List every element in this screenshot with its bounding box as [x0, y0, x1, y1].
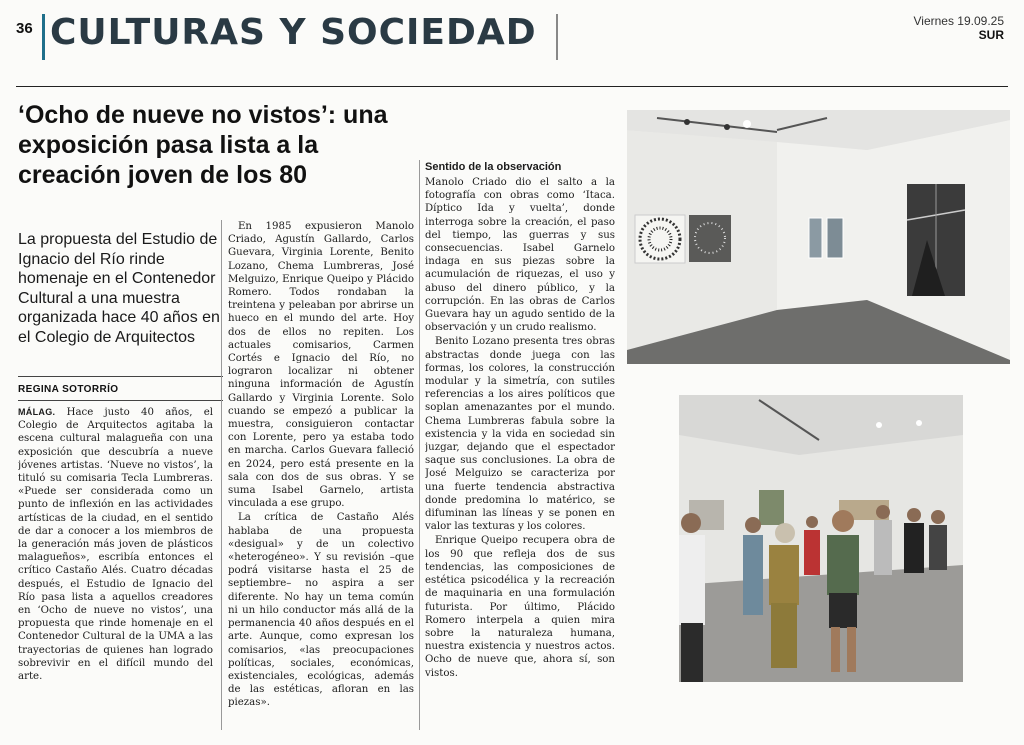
byline: REGINA SOTORRÍO	[18, 384, 119, 395]
byline-rule-bottom	[18, 400, 223, 401]
paragraph: MÁLAG. Hace justo 40 años, el Colegio de Arquitectos agitaba la escena cultural malagueña con una exposición que descubría a nueve jóvenes artistas. ‘Nueve no vistos’, la tituló su comisaria Tecla Lumbreras. «Puede ser considerada como un punto de inflexión en las actividades artísticas de la ciudad, en el sentido de dar a conocer a los miembros de la generación más joven de plásticos malagueños», escribía entonces el crítico Castaño Alés. Cuatro décadas después, el Estudio de Ignacio del Río pasa lista a aquellos creadores en ‘Ocho de nueve no vistos’, una propuesta que rinde homenaje en el Contenedor Cultural de la UMA a las trayectorias de quienes han logrado sobrevivir en el difícil mundo del arte.	[18, 407, 213, 683]
paragraph: Benito Lozano presenta tres obras abstractas donde juega con las formas, los colores, la construcción modular y la simetría, con sutiles referencias a los aires políticos que soplan amenazantes por el mundo. Chema Lumbreras fabula sobre la existencia y la vida en sociedad sin juzgar, dejando que el espectador saque sus conclusiones. La obra de José Melguizo se caracteriza por una fuerte tendencia abstractiva donde predomina lo matérico, se difuminan las líneas y se ponen en valor las texturas y los colores.	[425, 336, 615, 533]
paragraph: La crítica de Castaño Alés hablaba de una propuesta «desigual» y de un colectivo «heterogéneo». Y su revisión –que podrá visitarse hasta el 25 de septiembre– no aspira a ser diferente. No hay un tema común ni un hilo conductor más allá de la permanencia 40 años después en el arte. Aunque, como expresan los comisarios, «las preocupaciones políticas, sociales, económicas, existenciales, ecológicas, además de las estéticas, afloran en las piezas».	[228, 512, 414, 709]
byline-rule	[18, 376, 223, 377]
section-bar	[42, 14, 45, 60]
paragraph: Manolo Criado dio el salto a la fotografía con obras como ‘Itaca. Díptico Ida y vuelta’, donde interroga sobre la creación, el paso del tiempo, las guerras y sus consecuencias. Isabel Garnelo indaga en sus piezas sobre la acumulación de riquezas, el uso y abuso del dinero público, y la corrupción. En las obras de Carlos Guevara hay un agudo sentido de la observación y un crudo realismo.	[425, 177, 615, 334]
page-number: 36	[16, 20, 33, 37]
publication-name: SUR	[978, 28, 1004, 42]
section-bar-right	[556, 14, 558, 60]
issue-date	[913, 14, 1004, 42]
visitors-photo-image	[679, 395, 963, 682]
gallery-photo-image	[627, 110, 1010, 364]
paragraph: Enrique Queipo recupera obra de los 90 que refleja dos de sus tendencias, las composiciones de estética psicodélica y la recreación de maquinaria en una formulación futurista. Por último, Plácido Romero interpela a quien mira sobre la naturaleza humana, nuestra existencia y nuestros actos. Ocho de nueve que, ahora sí, son vistos.	[425, 535, 615, 679]
subheadline: La propuesta del Estudio de Ignacio del Río rinde homenaje en el Contenedor Cultural a una muestra organizada hace 40 años en el Colegio de Arquitectos	[18, 231, 220, 346]
section-subhead: Sentido de la observación	[425, 161, 562, 173]
paragraph: En 1985 expusieron Manolo Criado, Agustín Gallardo, Carlos Guevara, Virginia Lorente, Benito Lozano, Chema Lumbreras, José Melguizo, Enrique Queipo y Plácido Romero. Todos rondaban la treintena y peleaban por abrirse un hueco en el mundo del arte. Hoy dos de ellos no repiten. Los actuales comisarios, Carmen Cortés e Ignacio del Río, no lograron localizar ni obtener ninguna información de Agustín Gallardo y Virginia Lorente. Solo cuando se empezó a publicar la muestra, consiguieron contactar con Lorente, pero ya estaba todo en marcha. Carlos Guevara falleció en 2024, pero está presente en la sala con dos de sus obras. Y se suma Isabel Garnelo, artista vinculada a ese grupo.	[228, 221, 414, 510]
visitors-photo	[679, 395, 963, 682]
date-text: Viernes 19.09.25	[913, 14, 1004, 28]
section-title: CULTURAS Y SOCIEDAD	[50, 12, 537, 53]
gallery-photo	[627, 110, 1010, 364]
article-column-3	[425, 160, 615, 740]
dateline: MÁLAG.	[18, 407, 56, 417]
column-divider	[419, 160, 420, 730]
headline: ‘Ocho de nueve no vistos’: una exposición pasa lista a la creación joven de los 80	[18, 101, 388, 189]
column-divider	[221, 220, 222, 730]
article-column-2	[228, 220, 414, 730]
article-column-1	[18, 406, 213, 726]
header-rule	[16, 86, 1008, 87]
